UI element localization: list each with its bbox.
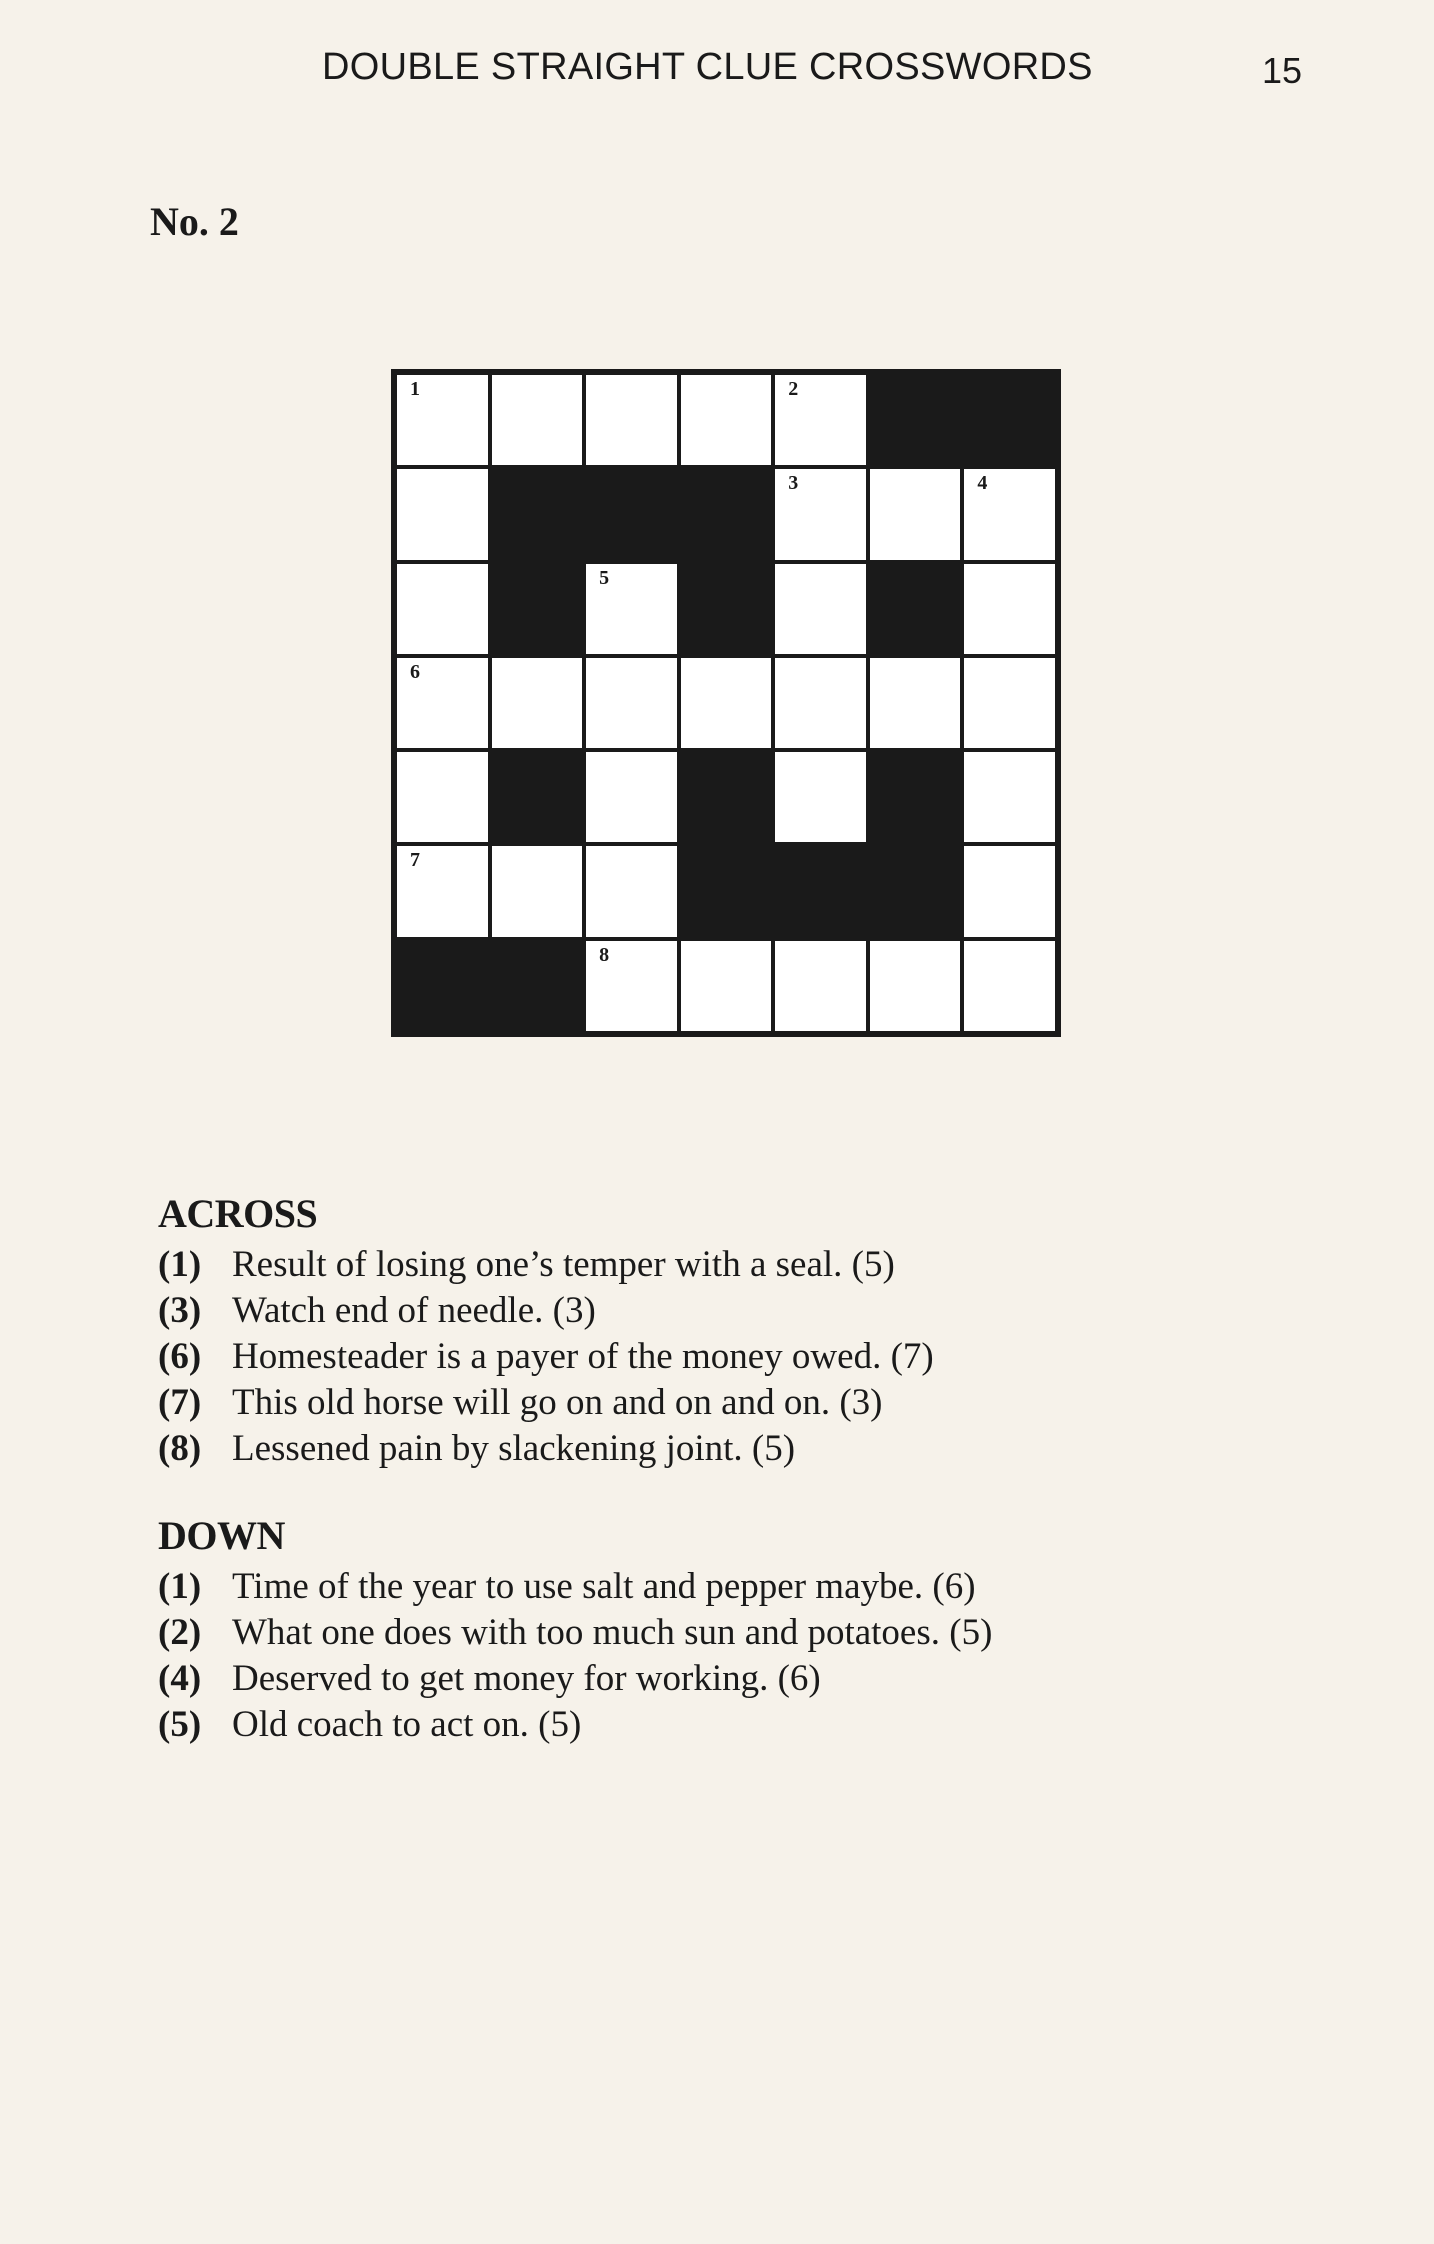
- clue-text: Result of losing one’s temper with a seal. (5): [232, 1244, 895, 1285]
- down-heading: DOWN: [158, 1513, 285, 1558]
- clue-number-label: 4: [977, 472, 988, 495]
- grid-cell: [397, 564, 488, 654]
- grid-cell: [586, 752, 677, 842]
- clue-number-label: 3: [788, 472, 799, 495]
- clue-number: (7): [158, 1382, 202, 1423]
- grid-cell: [586, 658, 677, 748]
- clue-row: [158, 1426, 934, 1472]
- grid-cell: [775, 375, 866, 465]
- clue-row: [158, 1288, 934, 1334]
- grid-cell: [586, 564, 677, 654]
- page-number: 15: [1262, 50, 1303, 91]
- clue-text: What one does with too much sun and potatoes. (5): [232, 1612, 993, 1653]
- clue-number: (1): [158, 1244, 202, 1285]
- clue-row: [158, 1334, 934, 1380]
- clue-text: This old horse will go on and on and on. (3): [232, 1382, 883, 1423]
- clue-text: Old coach to act on. (5): [232, 1704, 582, 1745]
- grid-cell: [397, 469, 488, 559]
- clue-number: (1): [158, 1566, 202, 1607]
- grid-cell: [681, 658, 772, 748]
- grid-cell: [397, 752, 488, 842]
- grid-cell: [964, 469, 1055, 559]
- clue-number-label: 2: [788, 378, 799, 400]
- grid-cell: [586, 846, 677, 936]
- clue-row: [158, 1702, 992, 1748]
- clue-text: Deserved to get money for working. (6): [232, 1658, 821, 1699]
- grid-cell: [775, 941, 866, 1031]
- clue-number-label: 5: [599, 566, 610, 589]
- grid-cell: [492, 375, 583, 465]
- grid-cell: [397, 846, 488, 936]
- clue-number: (8): [158, 1428, 202, 1469]
- clue-number: (4): [158, 1658, 202, 1699]
- grid-cell: [870, 941, 961, 1031]
- grid-cell: [775, 658, 866, 748]
- grid-cell: [775, 752, 866, 842]
- grid-cell: [870, 658, 961, 748]
- across-heading: ACROSS: [158, 1191, 318, 1236]
- grid-cell: [586, 941, 677, 1031]
- grid-cell: [870, 469, 961, 559]
- grid-cell: [681, 375, 772, 465]
- clue-number: (6): [158, 1336, 202, 1377]
- grid-cell: [964, 941, 1055, 1031]
- clue-row: [158, 1656, 992, 1702]
- grid-cell: [964, 658, 1055, 748]
- clue-number: (3): [158, 1290, 202, 1331]
- across-clues: [158, 1190, 934, 1472]
- grid-cell: [964, 564, 1055, 654]
- clue-number-label: 7: [410, 849, 420, 872]
- puzzle-number: No. 2: [150, 199, 239, 244]
- clue-number-label: 1: [410, 378, 420, 400]
- clue-number-label: 6: [410, 660, 420, 683]
- grid-cell: [681, 941, 772, 1031]
- grid-cell: [775, 564, 866, 654]
- grid-cell: [964, 846, 1055, 936]
- clue-row: [158, 1242, 934, 1288]
- grid-cell: [492, 658, 583, 748]
- clue-number: (2): [158, 1612, 202, 1653]
- down-clues: [158, 1512, 992, 1748]
- grid-cell: [586, 375, 677, 465]
- grid-cell: [775, 469, 866, 559]
- grid-cell: [397, 375, 488, 465]
- clue-text: Watch end of needle. (3): [232, 1290, 596, 1331]
- grid-cell: [397, 658, 488, 748]
- crossword-grid: [391, 369, 1061, 1037]
- clue-text: Time of the year to use salt and pepper maybe. (6): [232, 1566, 976, 1607]
- clue-number: (5): [158, 1704, 202, 1745]
- clue-row: [158, 1380, 934, 1426]
- grid-cell: [492, 846, 583, 936]
- grid-cell: [964, 752, 1055, 842]
- clue-row: [158, 1610, 992, 1656]
- clue-text: Lessened pain by slackening joint. (5): [232, 1428, 796, 1469]
- clue-text: Homesteader is a payer of the money owed. (7): [232, 1336, 934, 1377]
- running-header: DOUBLE STRAIGHT CLUE CROSSWORDS: [322, 46, 1093, 88]
- clue-number-label: 8: [599, 943, 610, 966]
- clue-row: [158, 1564, 992, 1610]
